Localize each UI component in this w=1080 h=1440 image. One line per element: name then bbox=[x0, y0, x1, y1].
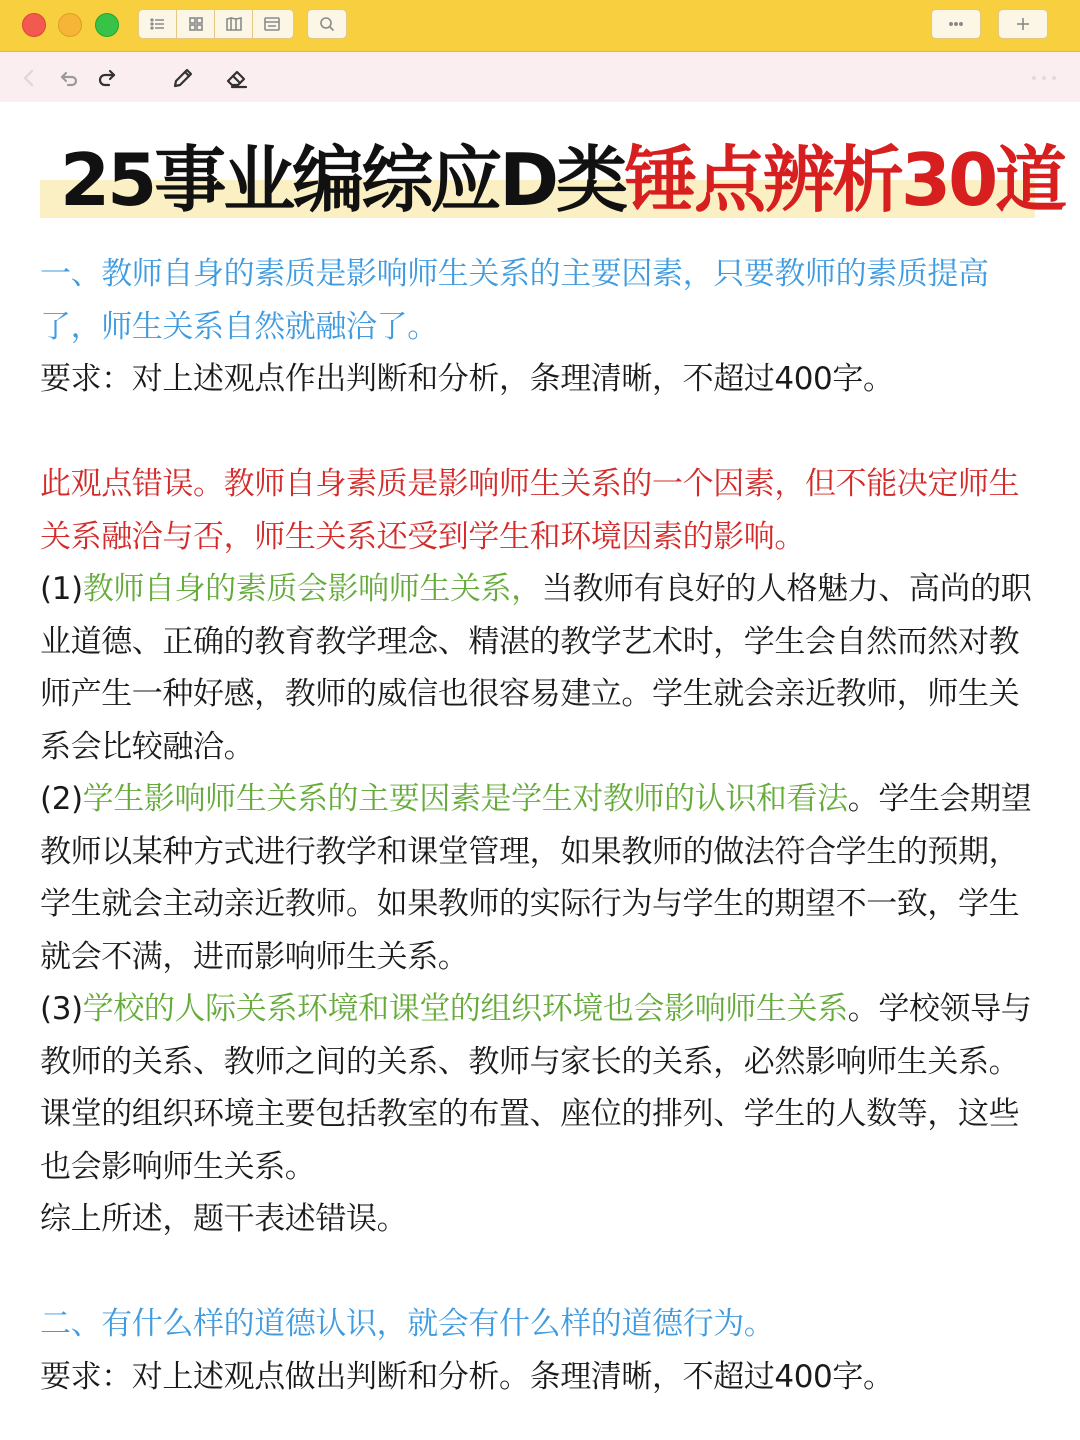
document-body bbox=[40, 248, 1042, 1403]
pen-icon[interactable] bbox=[170, 65, 196, 91]
document-title bbox=[40, 138, 1065, 222]
add-button[interactable] bbox=[998, 9, 1048, 39]
paragraph-gap bbox=[40, 406, 1042, 459]
key-point: 学校的人际关系环境和课堂的组织环境也会影响师生关系 bbox=[82, 991, 848, 1027]
question-2-requirement: 要求：对上述观点做出判断和分析。条理清晰，不超过400字。 bbox=[40, 1358, 894, 1395]
gallery-view-icon[interactable] bbox=[253, 10, 291, 38]
redo-icon[interactable] bbox=[94, 65, 120, 91]
question-1-statement: 一、教师自身的素质是影响师生关系的主要因素，只要教师的素质提高了，师生关系自然就融洽了。 bbox=[40, 256, 989, 345]
close-window-button[interactable] bbox=[22, 13, 46, 37]
list-view-icon[interactable] bbox=[139, 10, 177, 38]
question-2-statement: 二、有什么样的道德认识，就会有什么样的道德行为。 bbox=[40, 1306, 775, 1342]
point-text: 。学生会期望教师以某种方式进行教学和课堂管理，如果教师的做法符合学生的预期，学生就会主动亲近教师。如果教师的实际行为与学生的期望不一致，学生就会不满，进而影响师生关系。 bbox=[40, 781, 1032, 975]
edit-toolbar bbox=[0, 52, 1080, 102]
page-title bbox=[60, 138, 1064, 222]
key-point: 教师自身的素质会影响师生关系， bbox=[82, 571, 542, 607]
view-switcher bbox=[138, 9, 294, 39]
maximize-window-button[interactable] bbox=[95, 13, 119, 37]
point-number: (3) bbox=[40, 991, 83, 1027]
undo-icon[interactable] bbox=[56, 65, 82, 91]
answer-1-conclusion: 综上所述，题干表述错误。 bbox=[40, 1201, 408, 1237]
point-number: (1) bbox=[40, 571, 83, 607]
key-point: 学生影响师生关系的主要因素是学生对教师的认识和看法 bbox=[82, 781, 848, 817]
answer-1-verdict: 此观点错误。教师自身素质是影响师生关系的一个因素，但不能决定师生关系融洽与否，师生关系还受到学生和环境因素的影响。 bbox=[40, 466, 1020, 555]
search-box bbox=[307, 9, 347, 39]
answer-1-point-2 bbox=[40, 773, 1042, 983]
add-icon bbox=[1014, 15, 1032, 33]
answer-1-point-1 bbox=[40, 563, 1042, 773]
book-view-icon[interactable] bbox=[215, 10, 253, 38]
eraser-icon[interactable] bbox=[224, 65, 250, 91]
point-text: 当教师有良好的人格魅力、高尚的职业道德、正确的教育教学理念、精湛的教学艺术时，学生会自然而然对教师产生一种好感，教师的威信也很容易建立。学生就会亲近教师，师生关系会比较融洽。 bbox=[40, 571, 1032, 765]
window-titlebar bbox=[0, 0, 1080, 52]
question-1-requirement: 要求：对上述观点作出判断和分析，条理清晰，不超过400字。 bbox=[40, 361, 894, 397]
point-number: (2) bbox=[40, 781, 83, 817]
paragraph-gap bbox=[40, 1246, 1042, 1299]
title-red-part: 锤点辨析30道 bbox=[624, 138, 1065, 222]
point-text: 。学校领导与教师的关系、教师之间的关系、教师与家长的关系，必然影响师生关系。课堂的组织环境主要包括教室的布置、座位的排列、学生的人数等，这些也会影响师生关系。 bbox=[40, 991, 1032, 1185]
minimize-window-button[interactable] bbox=[58, 13, 82, 37]
search-icon[interactable] bbox=[308, 10, 346, 38]
more-options-button[interactable] bbox=[931, 9, 981, 39]
toolbar-overflow bbox=[1032, 76, 1056, 80]
back-icon[interactable] bbox=[16, 65, 42, 91]
more-icon bbox=[947, 15, 965, 33]
grid-view-icon[interactable] bbox=[177, 10, 215, 38]
answer-1-point-3 bbox=[40, 983, 1042, 1193]
title-black-part: 25事业编综应D类 bbox=[60, 138, 625, 222]
